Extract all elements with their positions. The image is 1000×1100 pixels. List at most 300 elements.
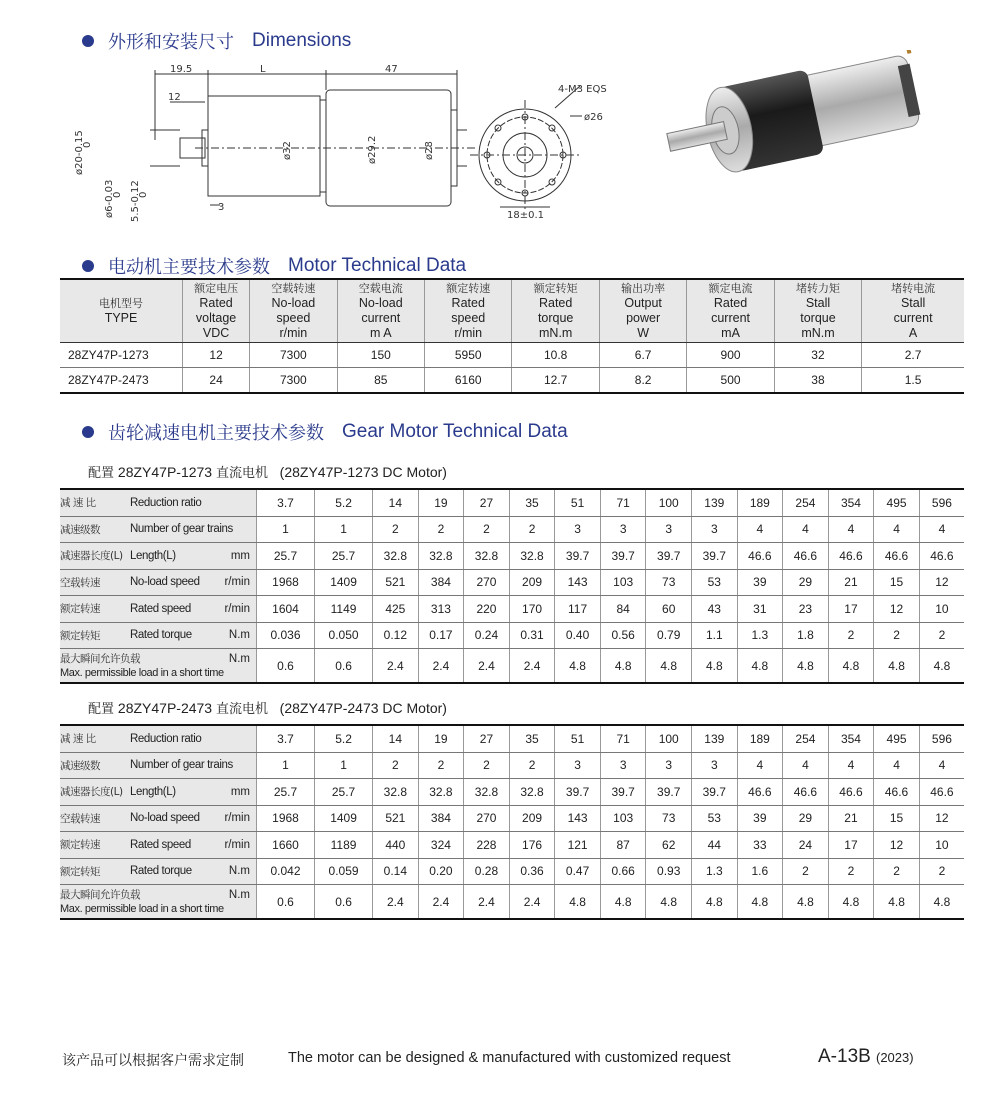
value-cell: 143	[555, 569, 601, 596]
header-en: Stall	[900, 296, 926, 310]
value-cell: 4	[783, 516, 829, 543]
row-label-unit: r/min	[224, 576, 250, 589]
value-cell: 354	[828, 489, 874, 516]
dim-d20-zero: 0	[82, 141, 93, 148]
row-label	[60, 596, 257, 623]
value-cell: 4.8	[646, 885, 692, 920]
row-label	[60, 622, 257, 649]
value-cell: 170	[509, 596, 555, 623]
value-cell: 4.8	[919, 885, 964, 920]
value-cell: 2.4	[418, 649, 464, 684]
value-cell: 1409	[315, 805, 373, 832]
header-en: mN.m	[539, 326, 573, 340]
row-label	[60, 779, 257, 806]
value-cell: 46.6	[919, 543, 964, 570]
row-label-en: Reduction ratio	[130, 732, 202, 745]
value-cell: 2.4	[373, 649, 419, 684]
table-row	[60, 596, 964, 623]
value-cell: 0.6	[257, 649, 315, 684]
row-label-cn: 减 速 比	[60, 733, 96, 746]
value-cell: 1149	[315, 596, 373, 623]
value-cell: 17	[828, 832, 874, 859]
value-cell: 1	[315, 516, 373, 543]
value-cell: 10	[919, 832, 964, 859]
value-cell: 39.7	[692, 779, 738, 806]
value-cell: 0.47	[555, 858, 601, 885]
value-cell: 39	[737, 569, 783, 596]
table-row	[60, 885, 964, 920]
row-label-cn: 减速级数	[60, 759, 100, 772]
value-cell: 521	[373, 569, 419, 596]
header-cn: 额定电流	[708, 282, 753, 295]
header-cn: 输出功率	[621, 282, 666, 295]
value-cell: 4.8	[600, 649, 646, 684]
section-title-gear: 齿轮减速电机主要技术参数 Gear Motor Technical Data	[82, 419, 568, 445]
value-cell: 254	[783, 725, 829, 752]
value-cell: 35	[509, 725, 555, 752]
value-cell: 10	[919, 596, 964, 623]
table-row	[60, 543, 964, 570]
header-en: m A	[370, 326, 392, 340]
row-label	[60, 569, 257, 596]
value-cell: 1189	[315, 832, 373, 859]
motor-value-cell: 7300	[250, 368, 337, 394]
value-cell: 0.17	[418, 622, 464, 649]
value-cell: 209	[509, 569, 555, 596]
value-cell: 1968	[257, 569, 315, 596]
value-cell: 143	[555, 805, 601, 832]
value-cell: 14	[373, 725, 419, 752]
row-label	[60, 805, 257, 832]
row-label-en: Length(L)	[130, 785, 176, 798]
value-cell: 39.7	[555, 543, 601, 570]
value-cell: 4	[919, 516, 964, 543]
header-en: Rated	[538, 296, 573, 310]
row-label-unit: N.m	[228, 865, 250, 878]
header-en: r/min	[279, 326, 308, 340]
value-cell: 1.1	[692, 622, 738, 649]
row-label-unit: mm	[230, 785, 250, 798]
header-cn: 额定电压	[194, 282, 239, 295]
value-cell: 4.8	[874, 649, 920, 684]
motor-value-cell: 38	[774, 368, 861, 394]
header-cn: 额定转矩	[533, 282, 578, 295]
value-cell: 313	[418, 596, 464, 623]
header-en: VDC	[202, 326, 230, 340]
footer-cn: 该产品可以根据客户需求定制	[62, 1053, 244, 1069]
table-row	[60, 368, 964, 394]
value-cell: 4.8	[919, 649, 964, 684]
value-cell: 1	[257, 516, 315, 543]
dim-12: 12	[168, 92, 181, 103]
header-en: No-load	[271, 296, 316, 310]
header-en: TYPE	[104, 311, 138, 325]
value-cell: 25.7	[257, 543, 315, 570]
value-cell: 4	[828, 752, 874, 779]
value-cell: 1.3	[737, 622, 783, 649]
value-cell: 27	[464, 725, 510, 752]
motor-value-cell: 10.8	[512, 343, 599, 368]
motor-value-cell: 2.7	[862, 343, 964, 368]
value-cell: 25.7	[257, 779, 315, 806]
header-en: W	[637, 326, 650, 340]
value-cell: 21	[828, 569, 874, 596]
motor-value-cell: 12.7	[512, 368, 599, 394]
table-row	[60, 858, 964, 885]
header-en: mA	[721, 326, 740, 340]
dim-d26: ø26	[584, 112, 603, 123]
row-label-cn: 减速器长度(L)	[60, 786, 123, 799]
value-cell: 100	[646, 489, 692, 516]
value-cell: 139	[692, 725, 738, 752]
row-label-unit: r/min	[224, 838, 250, 851]
value-cell: 3	[600, 752, 646, 779]
value-cell: 5.2	[315, 725, 373, 752]
value-cell: 4	[919, 752, 964, 779]
table-row	[60, 725, 964, 752]
value-cell: 2	[509, 752, 555, 779]
value-cell: 12	[919, 569, 964, 596]
header-en: Rated	[199, 296, 233, 310]
value-cell: 3	[600, 516, 646, 543]
row-label-en: Rated speed	[130, 838, 191, 851]
value-cell: 25.7	[315, 543, 373, 570]
value-cell: 4	[737, 516, 783, 543]
value-cell: 27	[464, 489, 510, 516]
row-label-en: Length(L)	[130, 549, 176, 562]
value-cell: 596	[919, 489, 964, 516]
row-label-cn: 空载转速	[60, 576, 100, 589]
value-cell: 139	[692, 489, 738, 516]
value-cell: 4.8	[646, 649, 692, 684]
value-cell: 53	[692, 805, 738, 832]
value-cell: 4.8	[783, 649, 829, 684]
value-cell: 2.4	[418, 885, 464, 920]
table-row	[60, 832, 964, 859]
dim-19-5: 19.5	[170, 64, 193, 75]
row-label-unit: N.m	[228, 629, 250, 642]
table-row	[60, 622, 964, 649]
value-cell: 1.3	[692, 858, 738, 885]
value-cell: 4.8	[692, 885, 738, 920]
header-cn: 堵转力矩	[795, 282, 840, 295]
dim-5-5: 5.5-0.12	[130, 180, 141, 222]
value-cell: 0.6	[257, 885, 315, 920]
value-cell: 39.7	[646, 543, 692, 570]
value-cell: 46.6	[783, 543, 829, 570]
value-cell: 2	[874, 622, 920, 649]
value-cell: 220	[464, 596, 510, 623]
value-cell: 176	[509, 832, 555, 859]
header-en: No-load	[358, 296, 403, 310]
value-cell: 62	[646, 832, 692, 859]
value-cell: 4.8	[828, 885, 874, 920]
motor-header-1	[183, 279, 250, 343]
page-number: A-13B	[818, 1046, 871, 1067]
row-label-cn: 空载转速	[60, 812, 100, 825]
value-cell: 3.7	[257, 725, 315, 752]
value-cell: 32.8	[464, 543, 510, 570]
value-cell: 0.14	[373, 858, 419, 885]
value-cell: 2.4	[464, 649, 510, 684]
value-cell: 46.6	[737, 543, 783, 570]
value-cell: 4.8	[600, 885, 646, 920]
value-cell: 0.059	[315, 858, 373, 885]
value-cell: 73	[646, 805, 692, 832]
value-cell: 19	[418, 725, 464, 752]
header-en: torque	[537, 311, 574, 325]
value-cell: 117	[555, 596, 601, 623]
value-cell: 46.6	[919, 779, 964, 806]
header-en: Output	[624, 296, 662, 310]
value-cell: 270	[464, 805, 510, 832]
value-cell: 73	[646, 569, 692, 596]
value-cell: 5.2	[315, 489, 373, 516]
row-label-en: Number of gear trains	[130, 523, 233, 536]
value-cell: 0.6	[315, 649, 373, 684]
motor-header-9	[862, 279, 964, 343]
value-cell: 2	[919, 622, 964, 649]
motor-value-cell: 12	[183, 343, 250, 368]
value-cell: 4.8	[828, 649, 874, 684]
row-label-cn: 额定转矩	[60, 629, 100, 642]
value-cell: 2	[373, 516, 419, 543]
value-cell: 0.66	[600, 858, 646, 885]
motor-header-4	[425, 279, 512, 343]
value-cell: 0.93	[646, 858, 692, 885]
value-cell: 0.28	[464, 858, 510, 885]
dim-3: 3	[218, 202, 225, 213]
value-cell: 4.8	[874, 885, 920, 920]
value-cell: 1968	[257, 805, 315, 832]
header-en: speed	[276, 311, 311, 325]
row-label-cn: 最大瞬间允许负载	[60, 653, 140, 665]
dim-d20: ø20-0.15	[74, 130, 85, 175]
value-cell: 84	[600, 596, 646, 623]
value-cell: 495	[874, 489, 920, 516]
value-cell: 2	[464, 752, 510, 779]
row-label-en: Rated torque	[130, 629, 192, 642]
value-cell: 384	[418, 805, 464, 832]
row-label	[60, 725, 257, 752]
value-cell: 4	[737, 752, 783, 779]
value-cell: 32.8	[373, 543, 419, 570]
row-label-en: Rated torque	[130, 865, 192, 878]
value-cell: 354	[828, 725, 874, 752]
value-cell: 1660	[257, 832, 315, 859]
footer-en: The motor can be designed & manufactured with customized request	[288, 1050, 731, 1066]
value-cell: 71	[600, 725, 646, 752]
value-cell: 521	[373, 805, 419, 832]
row-label	[60, 832, 257, 859]
value-cell: 32.8	[464, 779, 510, 806]
value-cell: 4	[783, 752, 829, 779]
value-cell: 53	[692, 569, 738, 596]
header-cn: 空载转速	[271, 282, 316, 295]
value-cell: 29	[783, 569, 829, 596]
dim-d6: ø6-0.03	[104, 179, 115, 218]
value-cell: 324	[418, 832, 464, 859]
bullet-icon	[82, 260, 94, 272]
row-label-en: Reduction ratio	[130, 496, 202, 509]
table-row	[60, 805, 964, 832]
value-cell: 71	[600, 489, 646, 516]
header-en: current	[711, 311, 750, 325]
motor-value-cell: 24	[183, 368, 250, 394]
value-cell: 4.8	[692, 649, 738, 684]
row-label-cn: 额定转矩	[60, 865, 100, 878]
value-cell: 4	[874, 752, 920, 779]
motor-header-7	[687, 279, 774, 343]
value-cell: 121	[555, 832, 601, 859]
bullet-icon	[82, 426, 94, 438]
row-label	[60, 885, 257, 920]
value-cell: 2.4	[509, 885, 555, 920]
value-cell: 103	[600, 805, 646, 832]
value-cell: 32.8	[509, 543, 555, 570]
motor-value-cell: 6.7	[599, 343, 686, 368]
table-row	[60, 569, 964, 596]
row-label-cn: 额定转速	[60, 839, 100, 852]
value-cell: 39.7	[555, 779, 601, 806]
value-cell: 21	[828, 805, 874, 832]
value-cell: 0.036	[257, 622, 315, 649]
value-cell: 1	[257, 752, 315, 779]
value-cell: 12	[919, 805, 964, 832]
value-cell: 3	[692, 752, 738, 779]
value-cell: 2	[828, 622, 874, 649]
row-label	[60, 752, 257, 779]
value-cell: 189	[737, 489, 783, 516]
header-en: power	[626, 311, 661, 325]
dim-d29: ø29.2	[367, 135, 378, 164]
motor-header-0	[60, 279, 183, 343]
header-en: current	[893, 311, 933, 325]
value-cell: 46.6	[828, 779, 874, 806]
motor-value-cell: 1.5	[862, 368, 964, 394]
row-label-cn: 减 速 比	[60, 497, 96, 510]
dim-d6-zero: 0	[112, 191, 123, 198]
header-cn: 电机型号	[99, 297, 144, 310]
row-label-en: No-load speed	[130, 576, 200, 589]
value-cell: 596	[919, 725, 964, 752]
header-en: torque	[800, 311, 836, 325]
motor-header-5	[512, 279, 599, 343]
value-cell: 0.20	[418, 858, 464, 885]
row-label	[60, 516, 257, 543]
motor-data-table	[60, 278, 964, 394]
value-cell: 2	[509, 516, 555, 543]
motor-value-cell: 8.2	[599, 368, 686, 394]
motor-value-cell: 150	[337, 343, 424, 368]
value-cell: 384	[418, 569, 464, 596]
table-row	[60, 489, 964, 516]
value-cell: 17	[828, 596, 874, 623]
value-cell: 32.8	[418, 779, 464, 806]
value-cell: 100	[646, 725, 692, 752]
row-label-unit: r/min	[224, 812, 250, 825]
value-cell: 46.6	[737, 779, 783, 806]
value-cell: 32.8	[509, 779, 555, 806]
row-label	[60, 858, 257, 885]
value-cell: 189	[737, 725, 783, 752]
value-cell: 2	[464, 516, 510, 543]
row-label-unit: N.m	[228, 652, 250, 665]
value-cell: 209	[509, 805, 555, 832]
config-label-1: 配置 28ZY47P-1273 直流电机 (28ZY47P-1273 DC Motor)	[88, 464, 447, 481]
section-title-dimensions: 外形和安装尺寸 Dimensions	[82, 28, 351, 54]
config-label-2: 配置 28ZY47P-2473 直流电机 (28ZY47P-2473 DC Motor)	[88, 700, 447, 717]
value-cell: 32.8	[418, 543, 464, 570]
header-en: voltage	[195, 311, 237, 325]
row-label	[60, 489, 257, 516]
motor-header-3	[337, 279, 424, 343]
dim-4-m3: 4-M3 EQS	[558, 84, 607, 95]
value-cell: 3	[692, 516, 738, 543]
value-cell: 15	[874, 805, 920, 832]
header-en: r/min	[454, 326, 483, 340]
value-cell: 1.8	[783, 622, 829, 649]
motor-header-2	[250, 279, 337, 343]
row-label	[60, 543, 257, 570]
value-cell: 0.6	[315, 885, 373, 920]
row-label-cn: 减速级数	[60, 523, 100, 536]
gear-table-2473	[60, 724, 964, 920]
row-label-cn: 最大瞬间允许负载	[60, 889, 140, 901]
row-label-en: Rated speed	[130, 602, 191, 615]
value-cell: 12	[874, 832, 920, 859]
section-title-motor: 电动机主要技术参数 Motor Technical Data	[82, 253, 466, 279]
value-cell: 46.6	[828, 543, 874, 570]
motor-value-cell: 6160	[425, 368, 512, 394]
header-en: Rated	[713, 296, 748, 310]
motor-value-cell: 7300	[250, 343, 337, 368]
value-cell: 46.6	[874, 779, 920, 806]
table-row	[60, 516, 964, 543]
bullet-icon	[82, 35, 94, 47]
value-cell: 254	[783, 489, 829, 516]
value-cell: 15	[874, 569, 920, 596]
motor-value-cell: 500	[687, 368, 774, 394]
table-row	[60, 752, 964, 779]
value-cell: 19	[418, 489, 464, 516]
row-label-unit: mm	[230, 549, 250, 562]
motor-value-cell: 5950	[425, 343, 512, 368]
row-label	[60, 649, 257, 684]
value-cell: 0.36	[509, 858, 555, 885]
header-en: current	[361, 311, 401, 325]
value-cell: 1604	[257, 596, 315, 623]
header-en: mN.m	[801, 326, 835, 340]
value-cell: 4.8	[555, 649, 601, 684]
value-cell: 4	[828, 516, 874, 543]
row-label-en: Max. permissible load in a short time	[60, 903, 224, 915]
header-cn: 空载电流	[358, 282, 403, 295]
value-cell: 39.7	[600, 779, 646, 806]
value-cell: 3	[646, 752, 692, 779]
header-cn: 额定转速	[446, 282, 491, 295]
motor-type-cell: 28ZY47P-2473	[60, 368, 183, 394]
header-en: A	[908, 326, 918, 340]
header-en: Rated	[451, 296, 485, 310]
value-cell: 0.042	[257, 858, 315, 885]
row-label-unit: N.m	[228, 888, 250, 901]
value-cell: 3.7	[257, 489, 315, 516]
value-cell: 4.8	[737, 885, 783, 920]
value-cell: 2	[783, 858, 829, 885]
value-cell: 4.8	[783, 885, 829, 920]
value-cell: 103	[600, 569, 646, 596]
